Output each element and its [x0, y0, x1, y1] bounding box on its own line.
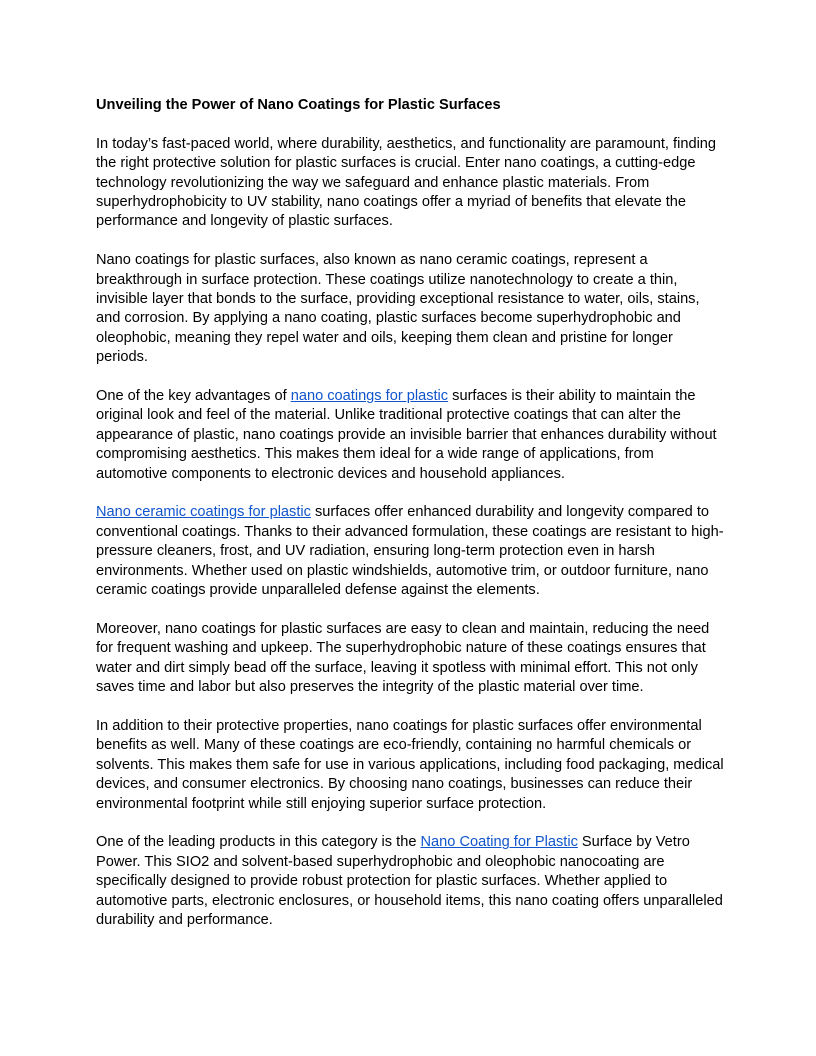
document-page [96, 96, 726, 950]
paragraph-text: One of the leading products in this category is the [96, 834, 421, 851]
nano-ceramic-coatings-link[interactable]: Nano ceramic coatings for plastic [96, 504, 311, 521]
document-title: Unveiling the Power of Nano Coatings for Plastic Surfaces [96, 97, 501, 113]
paragraph-text: Moreover, nano coatings for plastic surfaces are easy to clean and maintain, reducing the need for frequent washing and upkeep. The superhydrophobic nature of these coatings ensures that water and dirt simply bead off the surface, leaving it spotless with minimal effort. This not only saves time and labor but also preserves the integrity of the plastic material over time. [96, 620, 710, 696]
paragraph-definition [96, 251, 726, 367]
paragraph-environment [96, 717, 726, 814]
paragraph-text: Nano coatings for plastic surfaces, also known as nano ceramic coatings, represent a breakthrough in surface protection. These coatings utilize nanotechnology to create a thin, invisible layer that bonds to the surface, providing exceptional resistance to water, oils, stains, and corrosion. By applying a nano coating, plastic surfaces become superhydrophobic and oleophobic, meaning they repel water and oils, keeping them clean and pristine for longer periods. [96, 252, 700, 366]
paragraph-advantages [96, 387, 726, 484]
paragraph-text: One of the key advantages of [96, 388, 291, 405]
paragraph-product [96, 833, 726, 930]
paragraph-text: surfaces is their ability to maintain the original look and feel of the material. Unlike traditional protective coatings that can alter the appearance of plastic, nano coatings provide an invisible barrier that enhances durability without compromising aesthetics. This makes them ideal for a wide range of applications, from automotive components to electronic devices and household appliances. [96, 388, 717, 482]
paragraph-maintenance [96, 620, 726, 698]
paragraph-text: surfaces offer enhanced durability and longevity compared to conventional coatings. Thanks to their advanced formulation, these coatings are resistant to high-pressure cleaners, frost, and UV radiation, ensuring long-term protection even in harsh environments. Whether used on plastic windshields, automotive trim, or outdoor furniture, nano ceramic coatings provide unparalleled defense against the elements. [96, 504, 724, 599]
nano-coatings-for-plastic-link[interactable]: nano coatings for plastic [290, 388, 449, 405]
paragraph-text: Surface by Vetro Power. This SIO2 and solvent-based superhydrophobic and oleophobic nanocoating are specifically designed to provide robust protection for plastic surfaces. Whether applied to automotive parts, electronic enclosures, or household items, this nano coating offers unparalleled durability and performance. [96, 834, 723, 928]
paragraph-text: In today’s fast-paced world, where durability, aesthetics, and functionality are paramount, finding the right protective solution for plastic surfaces is crucial. Enter nano coatings, a cutting-edge technology revolutionizing the way we safeguard and enhance plastic materials. From superhydrophobicity to UV stability, nano coatings offer a myriad of benefits that elevate the performance and longevity of plastic surfaces. [96, 135, 717, 230]
paragraph-durability [96, 503, 726, 600]
paragraph-text: In addition to their protective properties, nano coatings for plastic surfaces offer environmental benefits as well. Many of these coatings are eco-friendly, containing no harmful chemicals or solvents. This makes them safe for use in various applications, including food packaging, medical devices, and consumer electronics. By choosing nano coatings, businesses can reduce their environmental footprint while still enjoying superior surface protection. [96, 717, 724, 812]
nano-coating-for-plastic-link[interactable]: Nano Coating for Plastic [420, 834, 578, 851]
paragraph-intro [96, 135, 726, 232]
